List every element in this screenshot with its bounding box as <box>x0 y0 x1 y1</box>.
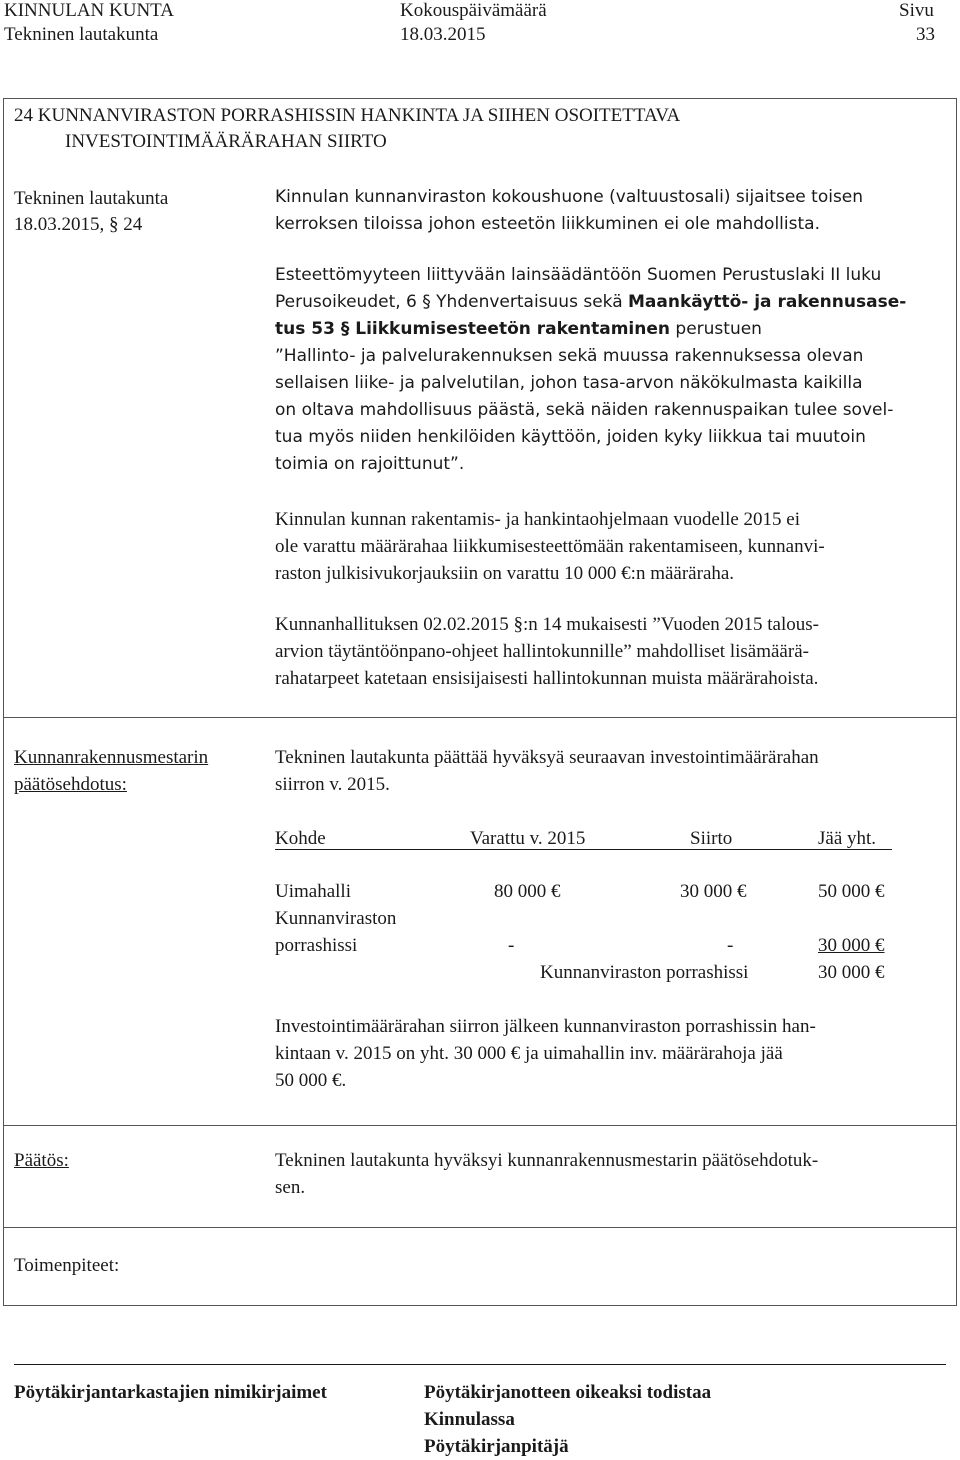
divider-decision <box>3 1125 957 1126</box>
decision-label: Päätös: <box>14 1150 69 1171</box>
section-ref-board: Tekninen lautakunta <box>14 188 169 209</box>
footer-secretary: Pöytäkirjanpitäjä <box>424 1436 569 1457</box>
header-municipality: KINNULAN KUNTA <box>4 0 174 21</box>
paragraph-2-line <box>275 316 906 343</box>
paragraph-1-line: Kinnulan kunnanviraston kokoushuone (valtuustosali) sijaitsee toisen <box>275 187 864 207</box>
section-title-line2: INVESTOINTIMÄÄRÄRAHAN SIIRTO <box>65 131 387 152</box>
paragraph-3-line: Kinnulan kunnan rakentamis- ja hankintaohjelmaan vuodelle 2015 ei <box>275 509 800 530</box>
proposal-label-line2: päätösehdotus: <box>14 774 127 795</box>
divider-proposal <box>3 717 957 718</box>
header-page-number: 33 <box>916 24 935 45</box>
paragraph-2 <box>275 262 906 478</box>
paragraph-3 <box>275 506 825 587</box>
paragraph-2-line: tua myös niiden henkilöiden käyttöön, joiden kyky liikkua tai muutoin <box>275 427 866 447</box>
proposal-intro <box>275 744 819 798</box>
table-total-label: Kunnanviraston porrashissi <box>540 962 749 983</box>
footer-place: Kinnulassa <box>424 1409 515 1430</box>
table-header-underline <box>275 849 892 850</box>
table-row1-jaa: 50 000 € <box>818 881 885 902</box>
header-page-label: Sivu <box>899 0 934 21</box>
footer-certify-label: Pöytäkirjanotteen oikeaksi todistaa <box>424 1382 712 1403</box>
paragraph-4-line: Kunnanhallituksen 02.02.2015 §:n 14 mukaisesti ”Vuoden 2015 talous- <box>275 614 819 635</box>
paragraph-2-line: sellaisen liike- ja palvelutilan, johon tasa-arvon näkökulmasta kaikilla <box>275 373 863 393</box>
paragraph-2-line <box>275 289 906 316</box>
decision-text-line: sen. <box>275 1177 306 1198</box>
paragraph-4-line: rahatarpeet katetaan ensisijaisesti hallintokunnan muista määrärahoista. <box>275 668 819 689</box>
paragraph-2-text: perustuen <box>670 319 762 339</box>
proposal-summary-line: 50 000 €. <box>275 1070 347 1091</box>
proposal-intro-line: siirron v. 2015. <box>275 774 390 795</box>
paragraph-2-law-ref: Maankäyttö- ja rakennusase- <box>628 292 907 312</box>
table-total-value: 30 000 € <box>818 962 885 983</box>
table-row2-jaa: 30 000 € <box>818 935 885 956</box>
footer-rule <box>14 1364 946 1365</box>
table-header-varattu: Varattu v. 2015 <box>470 828 586 849</box>
decision-text-line: Tekninen lautakunta hyväksyi kunnanrakennusmestarin päätösehdotuk- <box>275 1150 819 1171</box>
paragraph-3-line: ole varattu määrärahaa liikkumisesteettömään rakentamiseen, kunnanvi- <box>275 536 825 557</box>
paragraph-2-line: on oltava mahdollisuus päästä, sekä näiden rakennuspaikan tulee sovel- <box>275 400 894 420</box>
table-row1-varattu: 80 000 € <box>494 881 561 902</box>
paragraph-2-text: Perusoikeudet, 6 § Yhdenvertaisuus sekä <box>275 292 629 312</box>
paragraph-4 <box>275 611 819 692</box>
table-header-siirto: Siirto <box>690 828 733 849</box>
proposal-summary <box>275 1013 816 1094</box>
paragraph-2-line: Esteettömyyteen liittyvään lainsäädäntöön Suomen Perustuslaki II luku <box>275 265 882 285</box>
table-row1-kohde: Uimahalli <box>275 881 351 902</box>
proposal-intro-line: Tekninen lautakunta päättää hyväksyä seuraavan investointimäärärahan <box>275 747 819 768</box>
section-ref-date: 18.03.2015, § 24 <box>14 214 143 235</box>
header-board: Tekninen lautakunta <box>4 24 159 45</box>
table-row2-kohde-line2: porrashissi <box>275 935 358 956</box>
footer-signatures-label: Pöytäkirjantarkastajien nimikirjaimet <box>14 1382 327 1403</box>
header-date-label: Kokouspäivämäärä <box>400 0 547 21</box>
header-date: 18.03.2015 <box>400 24 486 45</box>
paragraph-2-line: toimia on rajoittunut”. <box>275 454 465 474</box>
paragraph-3-line: raston julkisivukorjauksiin on varattu 10 000 €:n määräraha. <box>275 563 735 584</box>
table-row2-siirto: - <box>727 935 734 956</box>
table-header-jaa: Jää yht. <box>818 828 877 849</box>
table-row2-varattu: - <box>508 935 515 956</box>
divider-actions <box>3 1227 957 1228</box>
table-row2-kohde-line1: Kunnanviraston <box>275 908 397 929</box>
table-header-kohde: Kohde <box>275 828 326 849</box>
section-title-line1: 24 KUNNANVIRASTON PORRASHISSIN HANKINTA JA SIIHEN OSOITETTAVA <box>14 105 681 126</box>
paragraph-1-line: kerroksen tiloissa johon esteetön liikkuminen ei ole mahdollista. <box>275 214 820 234</box>
paragraph-1 <box>275 184 863 238</box>
actions-label: Toimenpiteet: <box>14 1255 120 1276</box>
paragraph-2-line: ”Hallinto- ja palvelurakennuksen sekä muussa rakennuksessa olevan <box>275 346 864 366</box>
paragraph-4-line: arvion täytäntöönpano-ohjeet hallintokunnille” mahdolliset lisämäärä- <box>275 641 809 662</box>
table-row1-siirto: 30 000 € <box>680 881 747 902</box>
proposal-summary-line: Investointimäärärahan siirron jälkeen kunnanviraston porrashissin han- <box>275 1016 816 1037</box>
proposal-label-line1: Kunnanrakennusmestarin <box>14 747 209 768</box>
paragraph-2-law-ref: tus 53 § Liikkumisesteetön rakentaminen <box>275 319 670 339</box>
proposal-summary-line: kintaan v. 2015 on yht. 30 000 € ja uimahallin inv. määrärahoja jää <box>275 1043 783 1064</box>
decision-text <box>275 1147 818 1201</box>
